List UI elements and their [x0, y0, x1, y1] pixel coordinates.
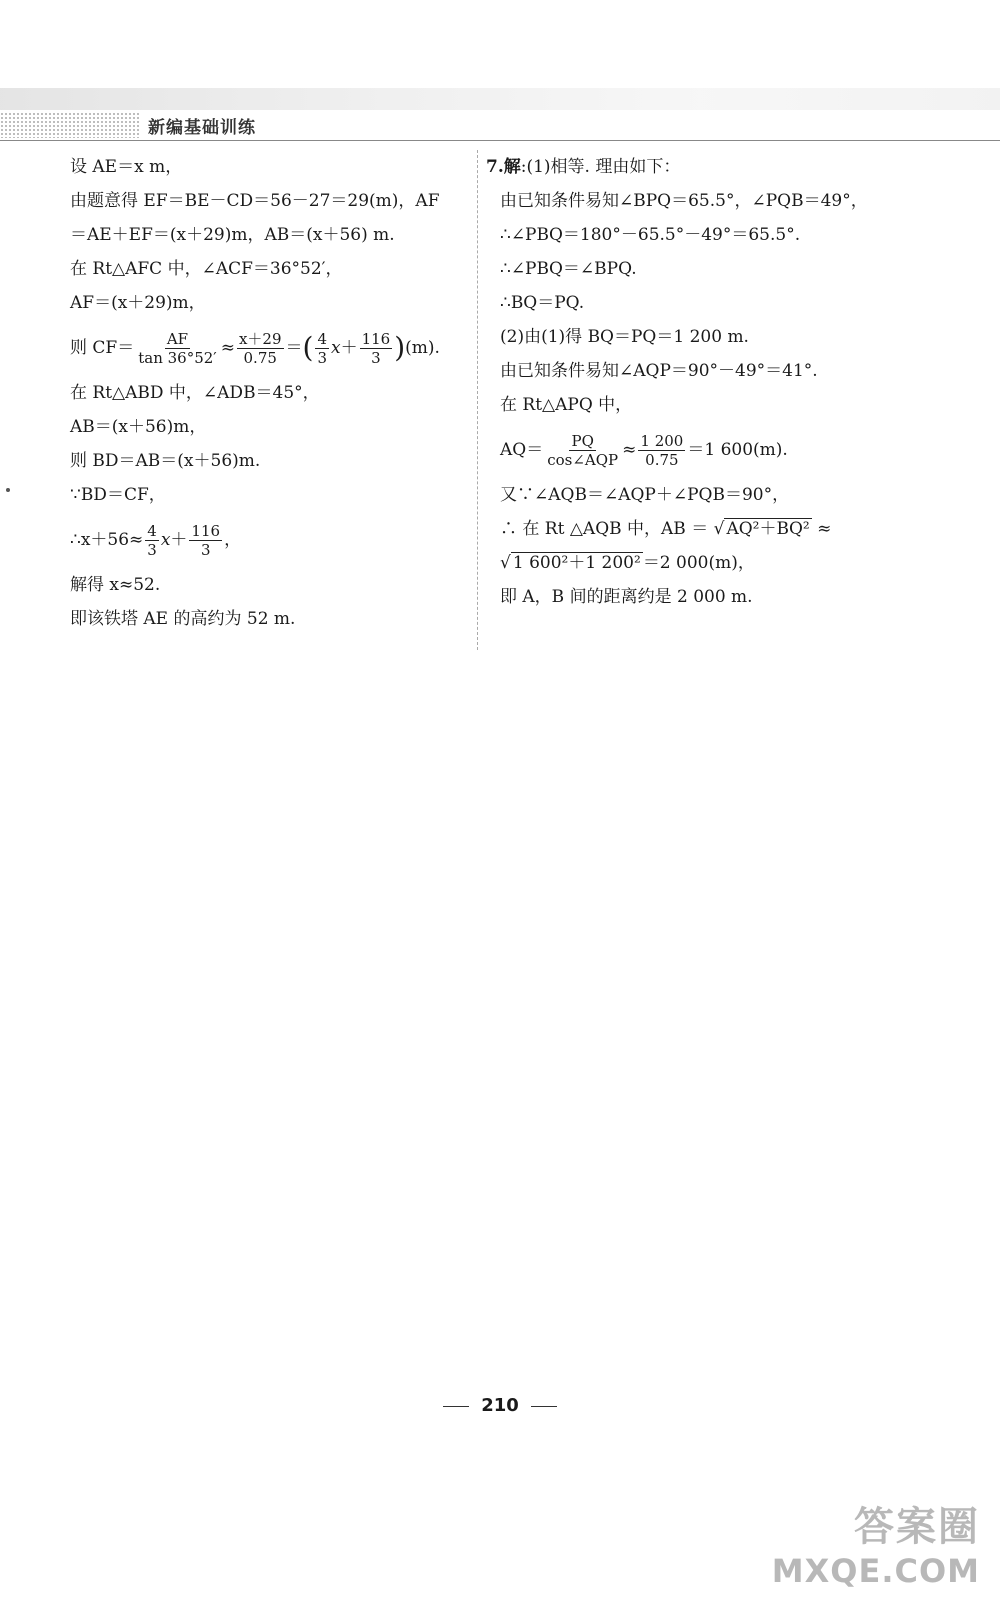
numerator: x＋29 [238, 329, 282, 348]
text-line: 即该铁塔 AE 的高约为 52 m. [70, 609, 296, 629]
problem-number: 7. [486, 157, 504, 177]
denominator: 3 [371, 348, 381, 367]
fraction [638, 432, 685, 469]
equation-cf [70, 320, 470, 376]
eq-text: ＝1 600(m). [687, 440, 788, 460]
var: x＋ [160, 530, 188, 550]
text-line: 则 BD＝AB＝(x＋56)m. [70, 451, 261, 471]
equation-aq [500, 422, 940, 478]
numerator: PQ [571, 431, 594, 450]
fraction [545, 432, 620, 469]
text-line: 解得 x≈52. [70, 575, 161, 595]
numerator: 4 [317, 329, 327, 348]
sqrt-icon: √ [500, 553, 511, 573]
text-line: ∴∠PBQ＝∠BPQ. [500, 259, 637, 279]
fraction [189, 522, 222, 559]
denominator: 0.75 [243, 348, 277, 367]
equals-sign: ＝ [285, 338, 303, 358]
text-line: 由题意得 EF＝BE－CD＝56－27＝29(m)，AF [70, 191, 440, 211]
eq-text: (m). [405, 338, 440, 358]
numerator: AF [166, 329, 189, 348]
header-pattern [0, 112, 140, 138]
text-line: ∴∠PBQ＝180°－65.5°－49°＝65.5°. [500, 225, 801, 245]
watermark-cn: 答案圈 [854, 1504, 980, 1550]
text-line: 由已知条件易知∠AQP＝90°－49°＝41°. [500, 361, 818, 381]
left-column [70, 150, 470, 636]
header-band [0, 88, 1000, 110]
fraction [136, 330, 218, 367]
denominator: 3 [147, 540, 157, 559]
fraction [360, 330, 393, 367]
text-line: 由已知条件易知∠BPQ＝65.5°，∠PQB＝49°， [500, 191, 868, 211]
text-line: ∵BD＝CF， [70, 485, 166, 505]
text-line: 设 AE＝x m， [70, 157, 183, 177]
fraction [145, 522, 159, 559]
text-line: AB＝(x＋56)m， [70, 417, 207, 437]
sqrt-icon: √ [713, 519, 725, 539]
eq-text: ≈ [817, 519, 832, 539]
numerator: 116 [361, 329, 391, 348]
text-line: 即 A，B 间的距离约是 2 000 m. [500, 587, 753, 607]
dash-left [443, 1406, 469, 1407]
text-line: (2)由(1)得 BQ＝PQ＝1 200 m. [500, 327, 749, 347]
eq-text: ∴ 在 Rt △AQB 中，AB ＝ [500, 519, 709, 539]
sqrt-content: AQ²＋BQ² [726, 519, 810, 539]
denominator: 3 [317, 348, 327, 367]
equation-x [70, 512, 470, 568]
eq-text: AQ＝ [500, 440, 544, 460]
numerator: 1 200 [640, 431, 684, 450]
book-title: 新编基础训练 [148, 118, 256, 138]
fraction [237, 330, 284, 367]
text-line: ∴BQ＝PQ. [500, 293, 585, 313]
eq-text: 则 CF＝ [70, 338, 135, 358]
numerator: 116 [191, 521, 221, 540]
text-line: 在 Rt△ABD 中，∠ADB＝45°， [70, 383, 320, 403]
denominator: 0.75 [645, 450, 679, 469]
denominator: 3 [200, 540, 211, 559]
approx-sign: ≈ [220, 338, 235, 358]
header-rule [0, 140, 1000, 141]
approx-sign: ≈ [622, 440, 637, 460]
equation-ab [500, 512, 940, 546]
denominator: cos∠AQP [547, 450, 619, 469]
paren: ( [302, 331, 314, 364]
page-number-text: 210 [481, 1395, 519, 1416]
fraction [315, 330, 329, 367]
margin-mark [6, 488, 10, 492]
problem-heading [486, 150, 940, 184]
text-line: 在 Rt△APQ 中， [500, 395, 633, 415]
sqrt-content: 1 600²＋1 200² [512, 553, 641, 573]
watermark [772, 1495, 980, 1590]
watermark-en: MXQE.COM [771, 1552, 980, 1590]
denominator: tan 36°52′ [138, 348, 217, 367]
eq-text: ＝2 000(m)， [642, 553, 755, 573]
numerator: 4 [147, 521, 157, 540]
comma: ， [224, 530, 242, 550]
text-line: 在 Rt△AFC 中，∠ACF＝36°52′， [70, 259, 343, 279]
text-line: :(1)相等. 理由如下： [520, 157, 681, 177]
text-line: 又∵∠AQB＝∠AQP＋∠PQB＝90°， [500, 485, 790, 505]
right-column [486, 150, 940, 614]
equation-ab-value [500, 546, 940, 580]
text-line: ＝AE＋EF＝(x＋29)m，AB＝(x＋56) m. [70, 225, 395, 245]
dash-right [531, 1406, 557, 1407]
column-divider [477, 150, 478, 650]
eq-text: ∴x＋56≈ [70, 530, 144, 550]
text-line: AF＝(x＋29)m， [70, 293, 206, 313]
var: x＋ [330, 338, 358, 358]
paren: ) [394, 331, 406, 364]
solution-label: 解 [503, 157, 521, 177]
page-number [0, 1395, 1000, 1416]
